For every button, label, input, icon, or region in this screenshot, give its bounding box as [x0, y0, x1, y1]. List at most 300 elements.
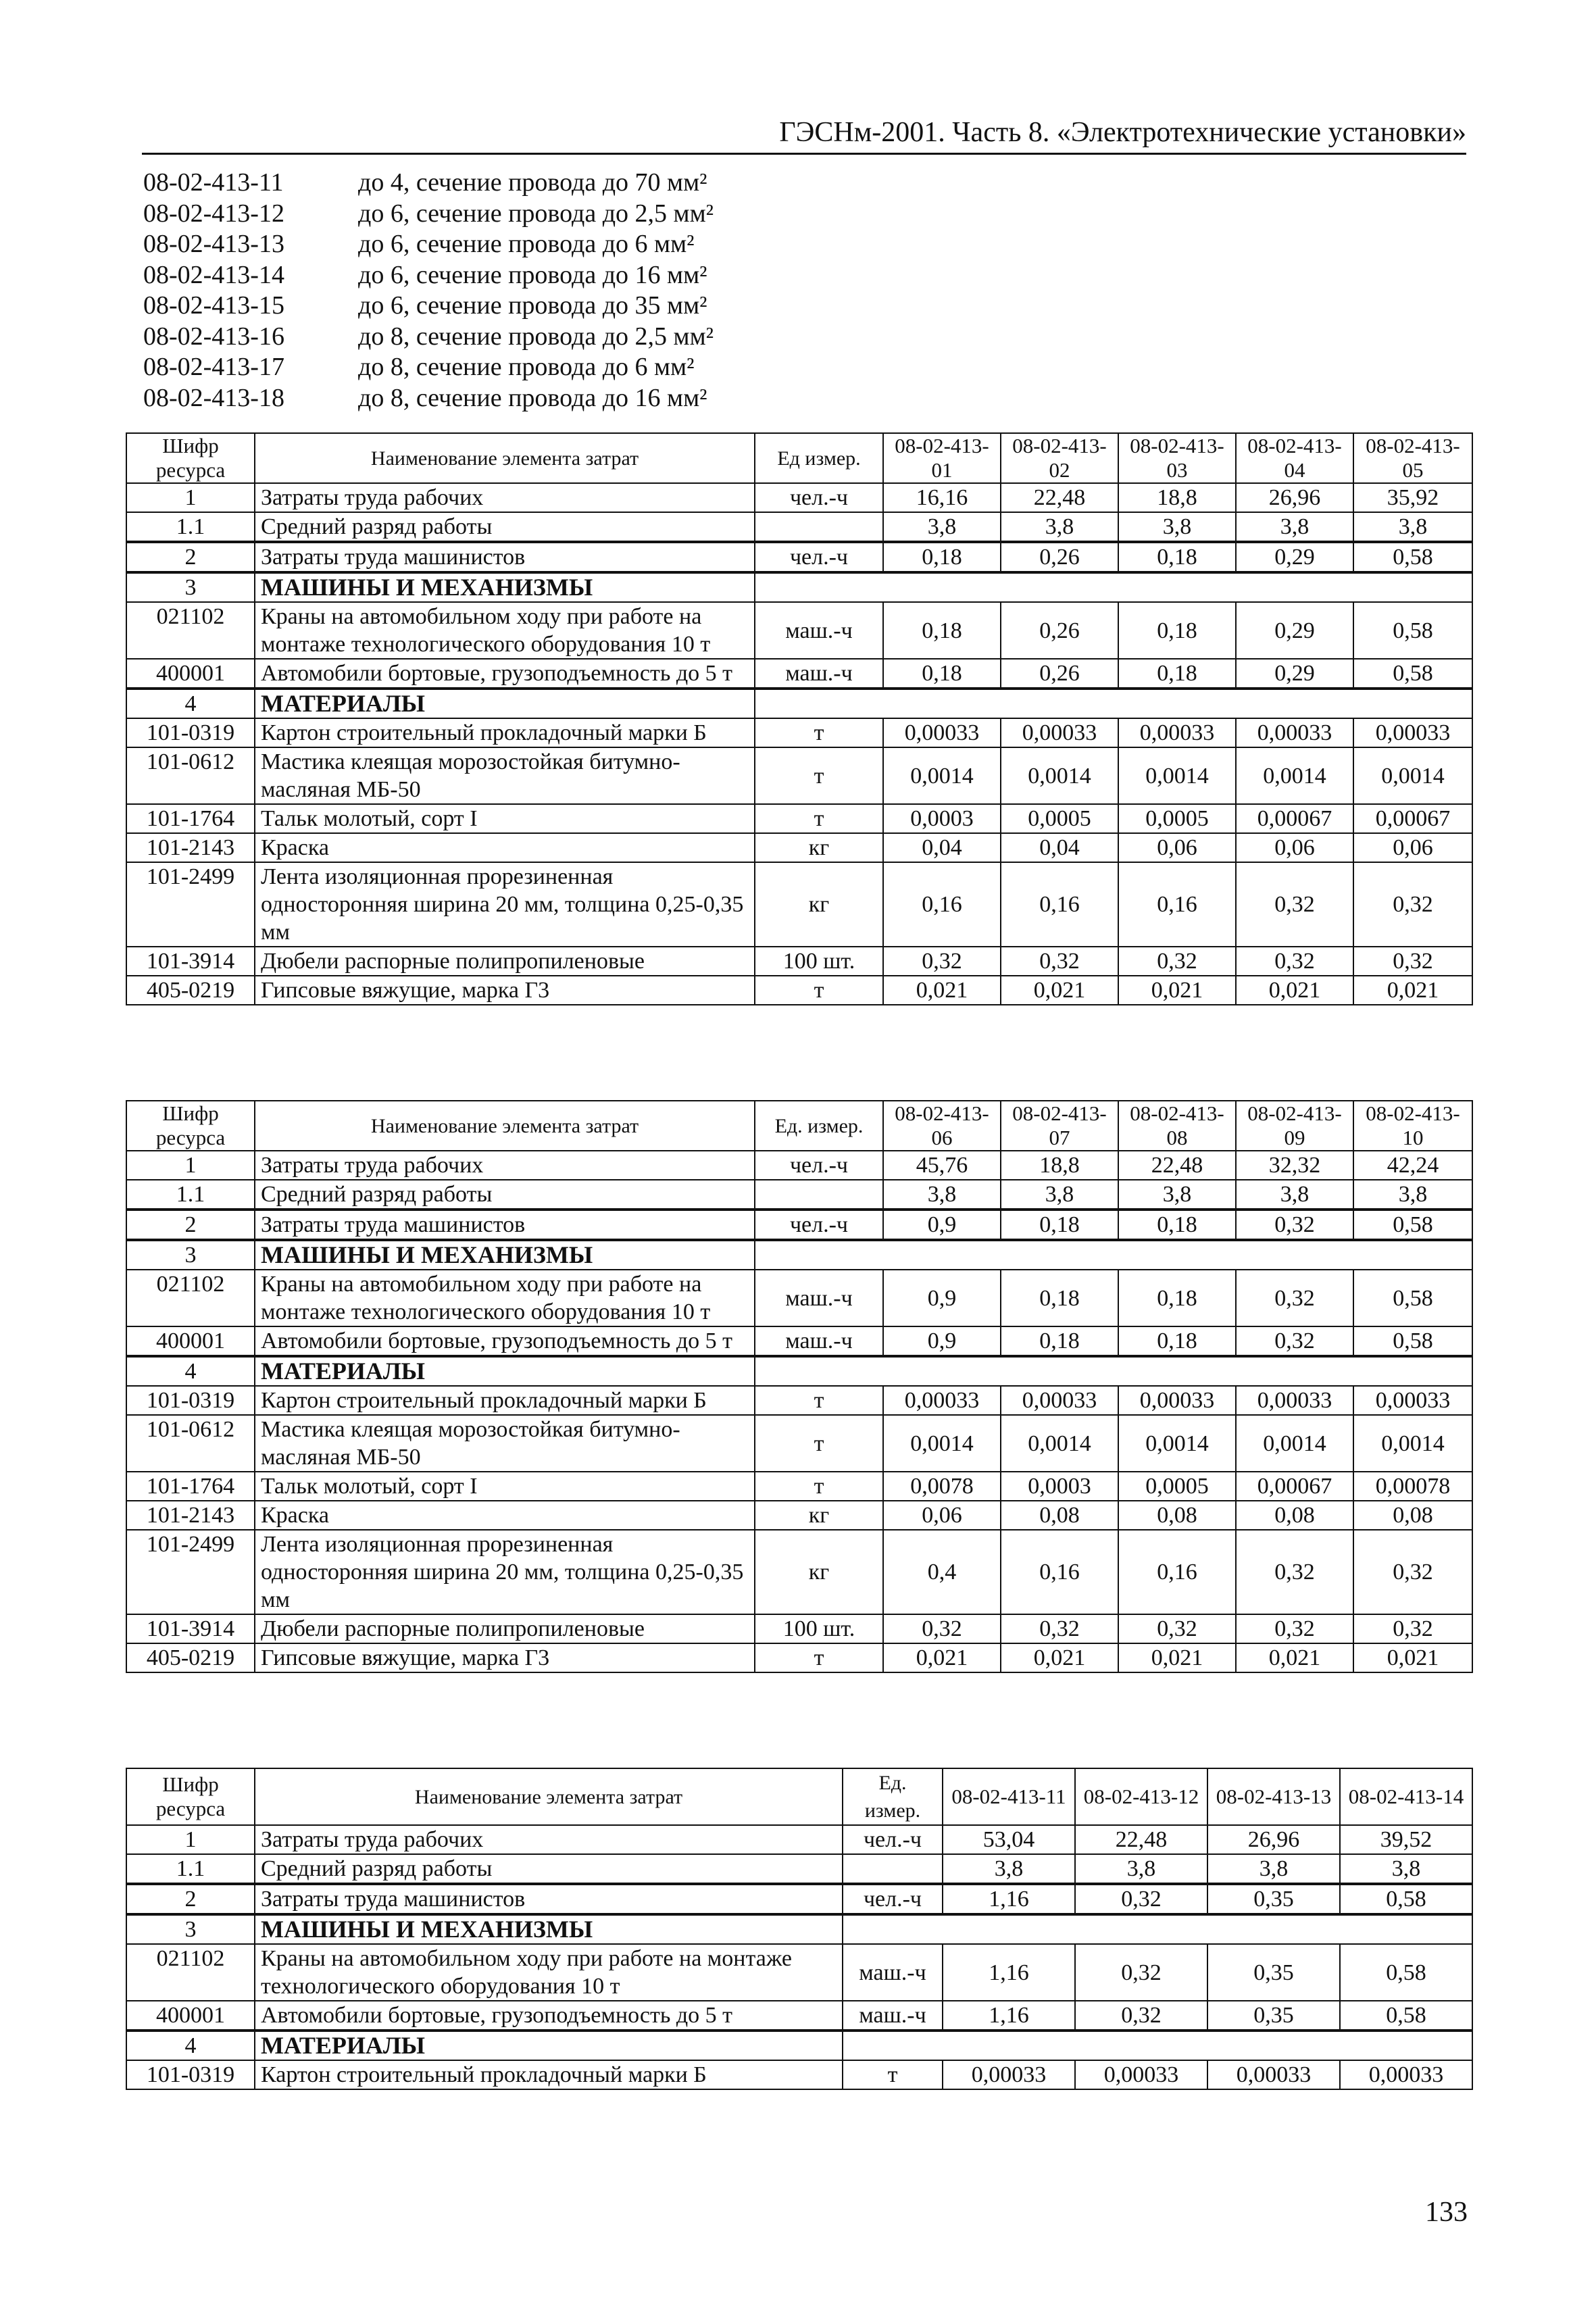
- cost-element-name: Затраты труда рабочих: [255, 1825, 843, 1854]
- unit-cell: т: [843, 2060, 943, 2089]
- resource-table-3: [126, 1768, 1473, 2090]
- value-cell: 3,8: [1207, 1854, 1340, 1884]
- value-cell: 0,18: [1118, 602, 1236, 659]
- value-cell: 0,08: [1118, 1501, 1236, 1530]
- unit-cell: маш.-ч: [755, 1326, 883, 1356]
- unit-cell: [755, 512, 883, 542]
- resource-code: 101-2499: [126, 1530, 255, 1614]
- value-cell: 32,32: [1236, 1151, 1353, 1180]
- value-cell: 0,32: [1236, 1614, 1353, 1643]
- value-cell: 0,0014: [1353, 747, 1472, 804]
- value-cell: 1,16: [943, 1884, 1075, 1914]
- unit-cell: чел.-ч: [843, 1884, 943, 1914]
- intro-item: [143, 168, 714, 199]
- section-fill: [755, 1240, 1472, 1270]
- intro-item: [143, 199, 714, 230]
- value-cell: 53,04: [943, 1825, 1075, 1854]
- value-cell: 0,32: [1075, 2001, 1207, 2031]
- header-norm-code: 08-02-413-04: [1236, 433, 1353, 483]
- unit-cell: маш.-ч: [755, 602, 883, 659]
- value-cell: 0,00067: [1236, 1472, 1353, 1501]
- unit-cell: кг: [755, 833, 883, 862]
- cost-element-name: Краны на автомобильном ходу при работе на монтаже технологического оборудования 10 т: [255, 1944, 843, 2001]
- value-cell: 0,26: [1001, 602, 1118, 659]
- intro-item: [143, 383, 714, 414]
- value-cell: 18,8: [1001, 1151, 1118, 1180]
- value-cell: 1,16: [943, 1944, 1075, 2001]
- cost-element-name: Средний разряд работы: [255, 1180, 755, 1210]
- value-cell: 0,32: [1236, 1270, 1353, 1326]
- unit-cell: чел.-ч: [843, 1825, 943, 1854]
- value-cell: 0,021: [1001, 1643, 1118, 1672]
- value-cell: 0,0005: [1118, 1472, 1236, 1501]
- resource-code: 2: [126, 1884, 255, 1914]
- table-row: [126, 512, 1472, 542]
- value-cell: 0,00033: [1236, 1386, 1353, 1415]
- cost-element-name: Дюбели распорные полипропиленовые: [255, 947, 755, 976]
- header-norm-code: 08-02-413-02: [1001, 433, 1118, 483]
- cost-element-name: Затраты труда машинистов: [255, 1884, 843, 1914]
- cost-element-name: Картон строительный прокладочный марки Б: [255, 718, 755, 747]
- header-name: Наименование элемента затрат: [255, 1101, 755, 1151]
- section-title: МАШИНЫ И МЕХАНИЗМЫ: [255, 572, 755, 602]
- resource-table-2-container: [126, 1100, 1472, 1673]
- value-cell: 0,18: [1001, 1210, 1118, 1240]
- value-cell: 0,0014: [1353, 1415, 1472, 1472]
- cost-element-name: Лента изоляционная прорезиненная односторонняя ширина 20 мм, толщина 0,25-0,35 мм: [255, 862, 755, 947]
- value-cell: 3,8: [1236, 512, 1353, 542]
- resource-code: 101-3914: [126, 1614, 255, 1643]
- value-cell: 0,0078: [883, 1472, 1001, 1501]
- running-header: [142, 112, 1466, 155]
- value-cell: 0,18: [1118, 1270, 1236, 1326]
- cost-element-name: Дюбели распорные полипропиленовые: [255, 1614, 755, 1643]
- value-cell: 3,8: [883, 1180, 1001, 1210]
- resource-code: 021102: [126, 1270, 255, 1326]
- value-cell: 0,32: [1236, 1530, 1353, 1614]
- value-cell: 0,021: [1118, 976, 1236, 1005]
- resource-code: 021102: [126, 602, 255, 659]
- table-row: [126, 1854, 1472, 1884]
- value-cell: 0,32: [1075, 1944, 1207, 2001]
- value-cell: 0,32: [1236, 947, 1353, 976]
- cost-element-name: Картон строительный прокладочный марки Б: [255, 2060, 843, 2089]
- header-name: Наименование элемента затрат: [255, 433, 755, 483]
- page-number: 133: [1425, 2197, 1468, 2228]
- section-title: МАТЕРИАЛЫ: [255, 689, 755, 718]
- value-cell: 0,0014: [883, 747, 1001, 804]
- value-cell: 0,35: [1207, 1944, 1340, 2001]
- value-cell: 0,00033: [883, 1386, 1001, 1415]
- value-cell: 22,48: [1118, 1151, 1236, 1180]
- intro-text: до 8, сечение провода до 6 мм²: [358, 353, 695, 381]
- resource-code: 3: [126, 572, 255, 602]
- table-row: [126, 833, 1472, 862]
- value-cell: 0,00033: [943, 2060, 1075, 2089]
- value-cell: 0,32: [883, 947, 1001, 976]
- resource-code: 101-1764: [126, 1472, 255, 1501]
- intro-code: 08-02-413-15: [143, 291, 284, 320]
- resource-code: 101-2143: [126, 1501, 255, 1530]
- value-cell: 0,00033: [1075, 2060, 1207, 2089]
- table-row: [126, 1326, 1472, 1356]
- unit-cell: кг: [755, 1530, 883, 1614]
- value-cell: 0,00078: [1353, 1472, 1472, 1501]
- table-header-row: [126, 1101, 1472, 1151]
- value-cell: 22,48: [1001, 483, 1118, 512]
- value-cell: 0,021: [883, 1643, 1001, 1672]
- cost-element-name: Картон строительный прокладочный марки Б: [255, 1386, 755, 1415]
- section-row: [126, 2031, 1472, 2060]
- value-cell: 0,16: [1001, 862, 1118, 947]
- resource-code: 101-2143: [126, 833, 255, 862]
- unit-cell: 100 шт.: [755, 947, 883, 976]
- value-cell: 0,32: [1236, 1326, 1353, 1356]
- section-fill: [755, 1356, 1472, 1386]
- unit-cell: маш.-ч: [755, 659, 883, 689]
- unit-cell: [755, 1180, 883, 1210]
- header-code: Шифр ресурса: [126, 433, 255, 483]
- value-cell: 0,00033: [1340, 2060, 1472, 2089]
- resource-code: 101-3914: [126, 947, 255, 976]
- section-title: МАШИНЫ И МЕХАНИЗМЫ: [255, 1914, 843, 1944]
- value-cell: 0,00033: [1001, 718, 1118, 747]
- value-cell: 0,06: [1118, 833, 1236, 862]
- resource-code: 101-0319: [126, 2060, 255, 2089]
- cost-element-name: Средний разряд работы: [255, 512, 755, 542]
- header-unit: Ед измер.: [755, 433, 883, 483]
- value-cell: 0,0014: [1001, 747, 1118, 804]
- resource-code: 405-0219: [126, 976, 255, 1005]
- value-cell: 1,16: [943, 2001, 1075, 2031]
- value-cell: 45,76: [883, 1151, 1001, 1180]
- header-norm-code: 08-02-413-03: [1118, 433, 1236, 483]
- table-row: [126, 1151, 1472, 1180]
- unit-cell: маш.-ч: [843, 1944, 943, 2001]
- intro-item: [143, 322, 714, 353]
- intro-code: 08-02-413-12: [143, 199, 284, 228]
- unit-cell: т: [755, 1472, 883, 1501]
- value-cell: 0,35: [1207, 1884, 1340, 1914]
- value-cell: 0,58: [1353, 1210, 1472, 1240]
- resource-code: 1.1: [126, 1180, 255, 1210]
- section-fill: [843, 1914, 1472, 1944]
- section-fill: [843, 2031, 1472, 2060]
- value-cell: 0,021: [1001, 976, 1118, 1005]
- header-unit: Ед. измер.: [755, 1101, 883, 1151]
- value-cell: 0,0014: [1236, 1415, 1353, 1472]
- intro-text: до 8, сечение провода до 16 мм²: [358, 383, 707, 412]
- table-row: [126, 862, 1472, 947]
- value-cell: 0,00033: [883, 718, 1001, 747]
- table-row: [126, 804, 1472, 833]
- header-norm-code: 08-02-413-09: [1236, 1101, 1353, 1151]
- resource-code: 1: [126, 483, 255, 512]
- value-cell: 0,021: [1353, 976, 1472, 1005]
- resource-code: 021102: [126, 1944, 255, 2001]
- intro-text: до 4, сечение провода до 70 мм²: [358, 168, 707, 197]
- value-cell: 0,0014: [1118, 1415, 1236, 1472]
- value-cell: 3,8: [1236, 1180, 1353, 1210]
- resource-code: 2: [126, 1210, 255, 1240]
- table-row: [126, 718, 1472, 747]
- value-cell: 0,35: [1207, 2001, 1340, 2031]
- value-cell: 3,8: [1353, 1180, 1472, 1210]
- intro-code: 08-02-413-11: [143, 168, 284, 197]
- value-cell: 0,021: [1118, 1643, 1236, 1672]
- header-norm-code: 08-02-413-06: [883, 1101, 1001, 1151]
- value-cell: 0,00033: [1236, 718, 1353, 747]
- value-cell: 0,18: [1118, 659, 1236, 689]
- resource-code: 101-0319: [126, 718, 255, 747]
- cost-element-name: Тальк молотый, сорт I: [255, 804, 755, 833]
- intro-text: до 8, сечение провода до 2,5 мм²: [358, 322, 714, 351]
- value-cell: 26,96: [1207, 1825, 1340, 1854]
- resource-code: 400001: [126, 659, 255, 689]
- resource-code: 101-0319: [126, 1386, 255, 1415]
- value-cell: 0,26: [1001, 542, 1118, 572]
- value-cell: 3,8: [1118, 1180, 1236, 1210]
- resource-code: 101-1764: [126, 804, 255, 833]
- value-cell: 3,8: [1075, 1854, 1207, 1884]
- intro-code: 08-02-413-18: [143, 383, 284, 412]
- value-cell: 0,32: [1353, 1614, 1472, 1643]
- header-name: Наименование элемента затрат: [255, 1768, 843, 1825]
- header-norm-code: 08-02-413-08: [1118, 1101, 1236, 1151]
- value-cell: 0,021: [1236, 976, 1353, 1005]
- value-cell: 39,52: [1340, 1825, 1472, 1854]
- value-cell: 0,0003: [883, 804, 1001, 833]
- table-row: [126, 1614, 1472, 1643]
- cost-element-name: Лента изоляционная прорезиненная односторонняя ширина 20 мм, толщина 0,25-0,35 мм: [255, 1530, 755, 1614]
- value-cell: 0,58: [1353, 602, 1472, 659]
- unit-cell: чел.-ч: [755, 483, 883, 512]
- cost-element-name: Тальк молотый, сорт I: [255, 1472, 755, 1501]
- unit-cell: маш.-ч: [755, 1270, 883, 1326]
- value-cell: 0,00033: [1001, 1386, 1118, 1415]
- unit-cell: 100 шт.: [755, 1614, 883, 1643]
- unit-cell: т: [755, 976, 883, 1005]
- value-cell: 0,0014: [1236, 747, 1353, 804]
- cost-element-name: Затраты труда рабочих: [255, 1151, 755, 1180]
- cost-element-name: Краны на автомобильном ходу при работе на монтаже технологического оборудования 10 т: [255, 1270, 755, 1326]
- resource-table-2: [126, 1100, 1473, 1673]
- intro-item: [143, 260, 714, 291]
- unit-cell: чел.-ч: [755, 542, 883, 572]
- table-row: [126, 602, 1472, 659]
- value-cell: 0,9: [883, 1210, 1001, 1240]
- table-row: [126, 1501, 1472, 1530]
- value-cell: 3,8: [1353, 512, 1472, 542]
- intro-item: [143, 291, 714, 322]
- table-row: [126, 947, 1472, 976]
- value-cell: 0,58: [1340, 1884, 1472, 1914]
- intro-text: до 6, сечение провода до 2,5 мм²: [358, 199, 714, 228]
- value-cell: 0,00033: [1353, 1386, 1472, 1415]
- cost-element-name: Средний разряд работы: [255, 1854, 843, 1884]
- value-cell: 0,32: [1075, 1884, 1207, 1914]
- cost-element-name: Мастика клеящая морозостойкая битумно-масляная МБ-50: [255, 747, 755, 804]
- value-cell: 0,00033: [1353, 718, 1472, 747]
- resource-code: 400001: [126, 2001, 255, 2031]
- section-row: [126, 1240, 1472, 1270]
- value-cell: 0,58: [1340, 2001, 1472, 2031]
- value-cell: 0,29: [1236, 659, 1353, 689]
- table-row: [126, 1415, 1472, 1472]
- table-row: [126, 483, 1472, 512]
- value-cell: 0,32: [1118, 947, 1236, 976]
- value-cell: 0,021: [1236, 1643, 1353, 1672]
- header-code: Шифр ресурса: [126, 1768, 255, 1825]
- section-row: [126, 1356, 1472, 1386]
- header-norm-code: 08-02-413-07: [1001, 1101, 1118, 1151]
- value-cell: 0,32: [1353, 862, 1472, 947]
- value-cell: 0,021: [1353, 1643, 1472, 1672]
- table-row: [126, 1530, 1472, 1614]
- header-norm-code: 08-02-413-11: [943, 1768, 1075, 1825]
- value-cell: 26,96: [1236, 483, 1353, 512]
- value-cell: 0,0005: [1118, 804, 1236, 833]
- resource-table-1-container: [126, 432, 1472, 1005]
- value-cell: 0,32: [1001, 1614, 1118, 1643]
- value-cell: 18,8: [1118, 483, 1236, 512]
- cost-element-name: Автомобили бортовые, грузоподъемность до 5 т: [255, 1326, 755, 1356]
- intro-text: до 6, сечение провода до 16 мм²: [358, 260, 707, 289]
- table-header-row: [126, 433, 1472, 483]
- header-code: Шифр ресурса: [126, 1101, 255, 1151]
- value-cell: 3,8: [1340, 1854, 1472, 1884]
- value-cell: 3,8: [943, 1854, 1075, 1884]
- value-cell: 0,021: [883, 976, 1001, 1005]
- value-cell: 0,0014: [883, 1415, 1001, 1472]
- value-cell: 3,8: [1001, 512, 1118, 542]
- cost-element-name: Мастика клеящая морозостойкая битумно-масляная МБ-50: [255, 1415, 755, 1472]
- value-cell: 0,16: [883, 862, 1001, 947]
- value-cell: 0,32: [1001, 947, 1118, 976]
- value-cell: 0,16: [1001, 1530, 1118, 1614]
- unit-cell: маш.-ч: [843, 2001, 943, 2031]
- intro-list: [143, 168, 714, 414]
- value-cell: 0,06: [883, 1501, 1001, 1530]
- resource-code: 1.1: [126, 512, 255, 542]
- value-cell: 0,06: [1236, 833, 1353, 862]
- value-cell: 0,32: [883, 1614, 1001, 1643]
- value-cell: 0,32: [1353, 1530, 1472, 1614]
- cost-element-name: Краска: [255, 833, 755, 862]
- value-cell: 0,9: [883, 1270, 1001, 1326]
- resource-code: 3: [126, 1240, 255, 1270]
- value-cell: 0,58: [1353, 659, 1472, 689]
- value-cell: 0,32: [1236, 1210, 1353, 1240]
- header-norm-code: 08-02-413-10: [1353, 1101, 1472, 1151]
- value-cell: 0,00067: [1236, 804, 1353, 833]
- cost-element-name: Затраты труда рабочих: [255, 483, 755, 512]
- resource-table-1: [126, 432, 1473, 1005]
- table-row: [126, 1944, 1472, 2001]
- resource-code: 405-0219: [126, 1643, 255, 1672]
- value-cell: 16,16: [883, 483, 1001, 512]
- resource-code: 101-0612: [126, 1415, 255, 1472]
- value-cell: 0,08: [1236, 1501, 1353, 1530]
- header-norm-code: 08-02-413-13: [1207, 1768, 1340, 1825]
- value-cell: 0,08: [1353, 1501, 1472, 1530]
- value-cell: 0,18: [1118, 1326, 1236, 1356]
- table-row: [126, 542, 1472, 572]
- resource-code: 4: [126, 2031, 255, 2060]
- unit-cell: т: [755, 747, 883, 804]
- value-cell: 0,18: [883, 602, 1001, 659]
- cost-element-name: Затраты труда машинистов: [255, 1210, 755, 1240]
- value-cell: 0,32: [1236, 862, 1353, 947]
- unit-cell: чел.-ч: [755, 1151, 883, 1180]
- unit-cell: т: [755, 718, 883, 747]
- resource-code: 1: [126, 1151, 255, 1180]
- section-row: [126, 1914, 1472, 1944]
- value-cell: 0,18: [1001, 1326, 1118, 1356]
- resource-code: 3: [126, 1914, 255, 1944]
- value-cell: 42,24: [1353, 1151, 1472, 1180]
- value-cell: 0,00033: [1118, 718, 1236, 747]
- table-row: [126, 976, 1472, 1005]
- resource-code: 400001: [126, 1326, 255, 1356]
- resource-table-3-container: [126, 1768, 1472, 2090]
- section-title: МАШИНЫ И МЕХАНИЗМЫ: [255, 1240, 755, 1270]
- cost-element-name: Краны на автомобильном ходу при работе на монтаже технологического оборудования 10 т: [255, 602, 755, 659]
- value-cell: 0,29: [1236, 602, 1353, 659]
- value-cell: 0,32: [1118, 1614, 1236, 1643]
- value-cell: 0,08: [1001, 1501, 1118, 1530]
- value-cell: 0,16: [1118, 862, 1236, 947]
- table-row: [126, 747, 1472, 804]
- cost-element-name: Автомобили бортовые, грузоподъемность до 5 т: [255, 659, 755, 689]
- value-cell: 0,9: [883, 1326, 1001, 1356]
- table-row: [126, 1472, 1472, 1501]
- resource-code: 2: [126, 542, 255, 572]
- intro-text: до 6, сечение провода до 6 мм²: [358, 230, 695, 258]
- value-cell: 0,26: [1001, 659, 1118, 689]
- table-row: [126, 2060, 1472, 2089]
- value-cell: 0,58: [1353, 542, 1472, 572]
- intro-code: 08-02-413-16: [143, 322, 284, 351]
- table-header-row: [126, 1768, 1472, 1825]
- intro-code: 08-02-413-17: [143, 353, 284, 381]
- cost-element-name: Затраты труда машинистов: [255, 542, 755, 572]
- cost-element-name: Краска: [255, 1501, 755, 1530]
- value-cell: 22,48: [1075, 1825, 1207, 1854]
- value-cell: 0,0014: [1001, 1415, 1118, 1472]
- resource-code: 1: [126, 1825, 255, 1854]
- value-cell: 0,18: [883, 659, 1001, 689]
- value-cell: 0,04: [1001, 833, 1118, 862]
- header-title: ГЭСНм-2001. Часть 8. «Электротехнические установки»: [779, 117, 1466, 148]
- value-cell: 3,8: [1118, 512, 1236, 542]
- resource-code: 101-2499: [126, 862, 255, 947]
- value-cell: 0,32: [1353, 947, 1472, 976]
- value-cell: 0,0005: [1001, 804, 1118, 833]
- value-cell: 0,18: [1001, 1270, 1118, 1326]
- unit-cell: т: [755, 1643, 883, 1672]
- value-cell: 0,00033: [1118, 1386, 1236, 1415]
- value-cell: 0,18: [883, 542, 1001, 572]
- section-title: МАТЕРИАЛЫ: [255, 1356, 755, 1386]
- value-cell: 35,92: [1353, 483, 1472, 512]
- table-row: [126, 1643, 1472, 1672]
- unit-cell: т: [755, 804, 883, 833]
- table-row: [126, 2001, 1472, 2031]
- unit-cell: т: [755, 1386, 883, 1415]
- value-cell: 0,58: [1353, 1326, 1472, 1356]
- value-cell: 0,18: [1118, 542, 1236, 572]
